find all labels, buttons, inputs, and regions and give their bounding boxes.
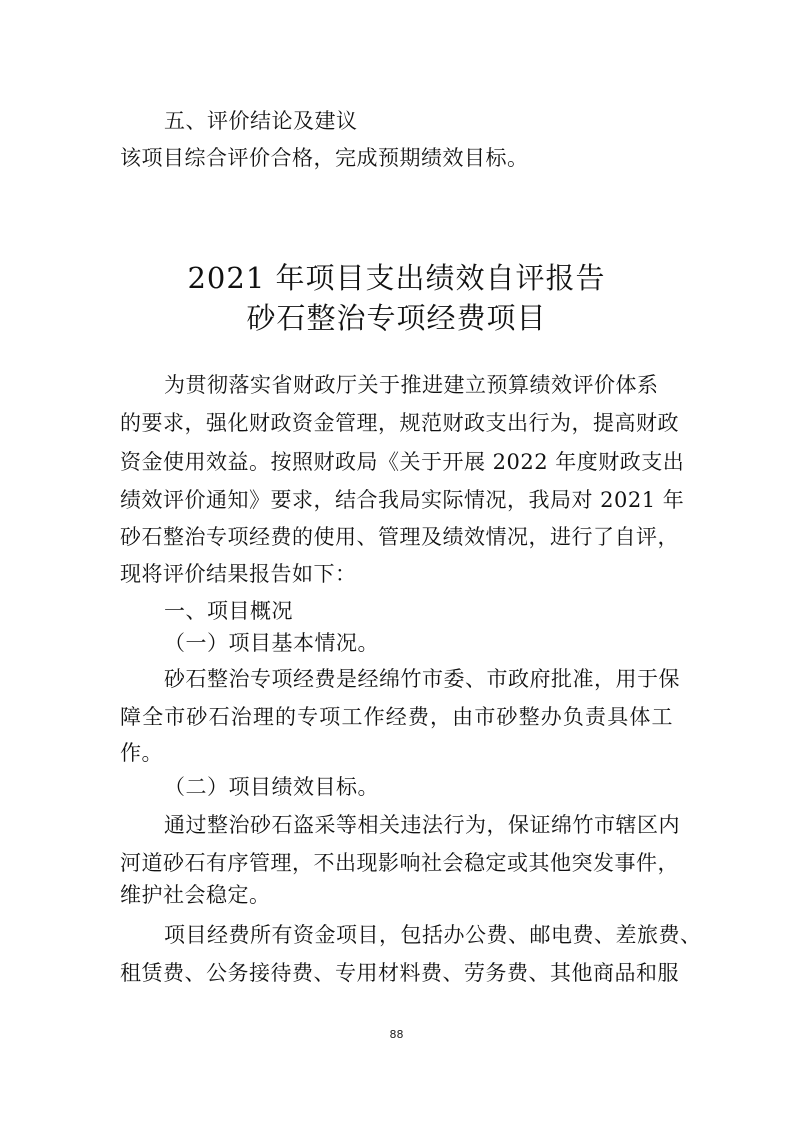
section-heading-project-overview: 一、项目概况 — [164, 599, 293, 623]
paragraph-line: 租赁费、公务接待费、专用材料费、劳务费、其他商品和服 — [120, 961, 679, 985]
paragraph-line: 砂石整治专项经费的使用、管理及绩效情况，进行了自评， — [120, 525, 679, 549]
paragraph-line: 现将评价结果报告如下： — [120, 562, 357, 586]
page-number: 88 — [389, 1028, 404, 1041]
subsection-heading-performance-goals: （二）项目绩效目标。 — [164, 775, 379, 799]
paragraph-line: 作。 — [120, 741, 163, 765]
subsection-heading-basic-info: （一）项目基本情况。 — [164, 631, 379, 655]
paragraph-line: 河道砂石有序管理，不出现影响社会稳定或其他突发事件， — [120, 851, 679, 875]
paragraph-line: 为贯彻落实省财政厅关于推进建立预算绩效评价体系 — [164, 373, 659, 397]
paragraph-line: 砂石整治专项经费是经绵竹市委、市政府批准，用于保 — [164, 667, 680, 691]
paragraph-line: 维护社会稳定。 — [120, 883, 271, 907]
paragraph-line: 通过整治砂石盗采等相关违法行为，保证绵竹市辖区内 — [164, 813, 680, 837]
paragraph-line: 资金使用效益。按照财政局《关于开展 2022 年度财政支出 — [120, 450, 685, 474]
report-title-line-1: 2021 年项目支出绩效自评报告 — [187, 261, 606, 295]
paragraph-line: 障全市砂石治理的专项工作经费，由市砂整办负责具体工 — [120, 705, 673, 729]
paragraph-line: 的要求，强化财政资金管理，规范财政支出行为，提高财政 — [120, 411, 679, 435]
paragraph-line: 绩效评价通知》要求，结合我局实际情况，我局对 2021 年 — [120, 488, 685, 512]
conclusion-text: 该项目综合评价合格，完成预期绩效目标。 — [120, 146, 529, 170]
section-heading-evaluation-conclusion: 五、评价结论及建议 — [164, 109, 358, 133]
report-title-line-2: 砂石整治专项经费项目 — [246, 301, 547, 335]
paragraph-line: 项目经费所有资金项目，包括办公费、邮电费、差旅费、 — [164, 923, 702, 947]
